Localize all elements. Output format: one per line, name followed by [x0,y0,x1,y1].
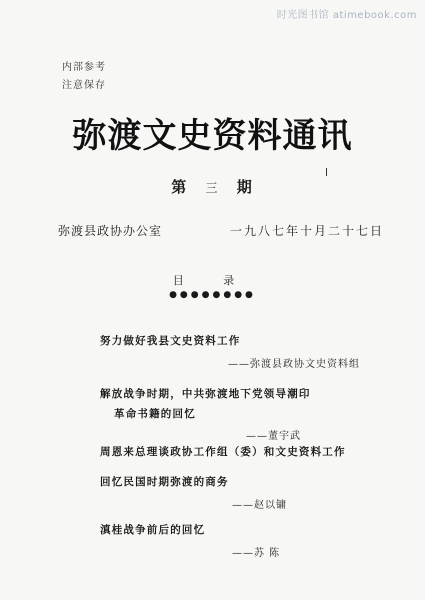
toc-entry-title: 努力做好我县文史资料工作 [100,335,241,347]
issue-prefix: 第 [171,178,189,196]
toc-entry-byline: ——苏 陈 [232,548,281,559]
toc-entry-title: 回忆民国时期弥渡的商务 [100,476,229,488]
ink-mark [326,168,327,176]
publication-date: 一九八七年十月二十七日 [230,224,385,238]
toc-entry-byline: ——弥渡县政协文史资料组 [228,359,360,370]
internal-reference-note: 内部参考 [62,62,106,73]
toc-entry-title: 解放战争时期，中共弥渡地下党领导潮印 [100,388,311,400]
toc-entry-title-continued: 革命书籍的回忆 [114,408,196,420]
toc-dots-divider: ●●●●●●●● [169,290,256,300]
issue-suffix: 期 [236,178,254,196]
toc-heading: 目 录 [172,274,253,287]
toc-entry-title: 滇桂战争前后的回忆 [100,524,206,536]
issue-label [0,176,425,197]
issue-number: 三 [205,181,220,195]
watermark: 时光图书馆 atimebook.com [276,10,417,21]
journal-title: 弥渡文史资料通讯 [72,116,353,156]
keep-safe-note: 注意保存 [62,80,106,91]
publisher: 弥渡县政协办公室 [58,224,163,238]
toc-entry-byline: ——赵以镛 [232,500,287,511]
toc-entry-byline: ——董宇武 [246,431,301,442]
toc-entry-title: 周恩来总理谈政协工作组（委）和文史资料工作 [100,446,346,458]
